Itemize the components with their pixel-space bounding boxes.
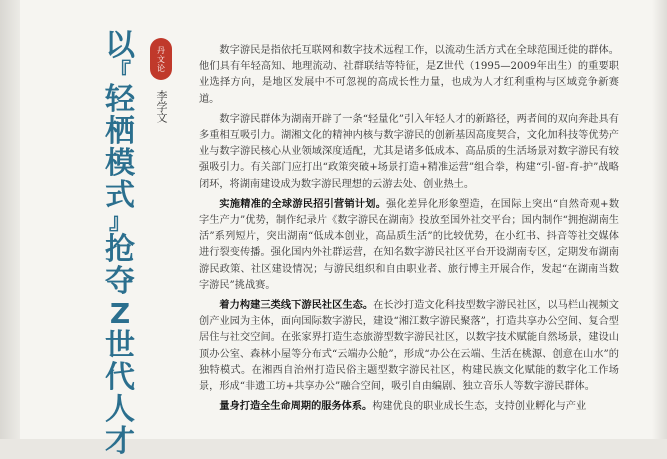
title-char: 轻 [105,82,135,117]
title-char: 』 [108,210,131,235]
title-char: 代 [105,360,135,395]
paragraph [199,111,619,193]
red-seal-logo [150,38,172,80]
title-char: 人 [105,392,135,427]
paragraph [199,398,619,415]
seal-char: 文 [157,54,165,64]
article-body [199,42,619,418]
page-gutter-shadow [0,0,20,439]
paragraph-text: 强化差异化形象塑造，在国际上突出“自然奇观+数字生产力”优势，制作纪录片《数字游民在湖南》投放至国外社交平台；国内制作“拥抱湖南生活”系列短片，突出湖南“低成本创业，高品质生活”的比较优势，在小红书、抖音等社交媒体进行裂变传播。强化国内外社群运营，在知名数字游民社区平台开设湖南专区，定期发布湖南游民政策、社区建设情况；与游民组织和自由职业者、旅行博主开展合作，发起“在湖南当数字游民”挑战赛。 [199,198,620,291]
paragraph-lead: 着力构建三类线下游民社区生态。 [219,299,374,312]
article-title [98,28,142,459]
paragraph-text: 在长沙打造文化科技型数字游民社区，以马栏山视频文创产业园为主体，面向国际数字游民，建设“湘江数字游民聚落”，打造共享办公空间、复合型居住与社交空间。在张家界打造生态旅游型数字游民社区，以数字技术赋能自然场景，建设山顶办公室、森林小屋等分布式“云端办公舱”，形成“办公在云端、生活在桃源、创意在山水”的独特模式。在湘西自治州打造民俗主题型数字游民社区，构建民族文化赋能的数字化工作场景，形成“非遗工坊+共享办公”融合空间，吸引自由编剧、独立音乐人等数字游民群体。 [199,300,619,393]
paragraph [199,196,619,294]
author-name: 李学文 [155,90,168,123]
title-char: 式 [105,178,135,213]
paragraph-text: 构建优良的职业成长生态，支持创业孵化与产业 [372,401,587,413]
paragraph [199,297,619,395]
title-char: 才 [105,424,135,459]
page-edge [652,0,667,439]
title-char: 『 [108,60,131,85]
paragraph-lead: 量身打造全生命周期的服务体系。 [219,400,373,413]
title-char: 栖 [105,114,135,149]
title-char: 以 [105,28,135,63]
seal-char: 论 [157,63,165,73]
title-char: 世 [105,328,135,363]
paragraph-lead: 实施精准的全球游民招引营销计划。 [219,197,387,210]
paragraph-text: 数字游民群体为湖南开辟了一条“轻量化”引入年轻人才的新路径，两者间的双向奔赴具有多重相互吸引力。湖湘文化的精神内核与数字游民的创新基因高度契合，文化加科技等优势产业与数字游民核心从业领域深度适配，尤其是诸多低成本、高品质的生活场景对数字游民有较强吸引力。有关部门应打出“政策突破+场景打造+精准运营”组合拳，构建“引-留-育-护”战略闭环，将湖南建设成为数字游民理想的云游去处、创业热土。 [199,113,619,190]
title-char: Z [109,297,131,330]
paragraph-text: 数字游民是指依托互联网和数字技术远程工作，以流动生活方式在全球范围迁徙的群体。他们具有年轻高知、地理流动、社群联结等特征，是Z世代（1995—2009年出生）的重要职业选择方向，是地区发展中不可忽视的高成长性力量，也成为人才红利重构与区域竞争新赛道。 [199,45,619,105]
title-char: 模 [105,146,135,181]
title-char: 抢 [105,232,135,267]
title-char: 夺 [105,264,135,299]
seal-char: 丹 [157,45,165,55]
paragraph [199,42,619,108]
